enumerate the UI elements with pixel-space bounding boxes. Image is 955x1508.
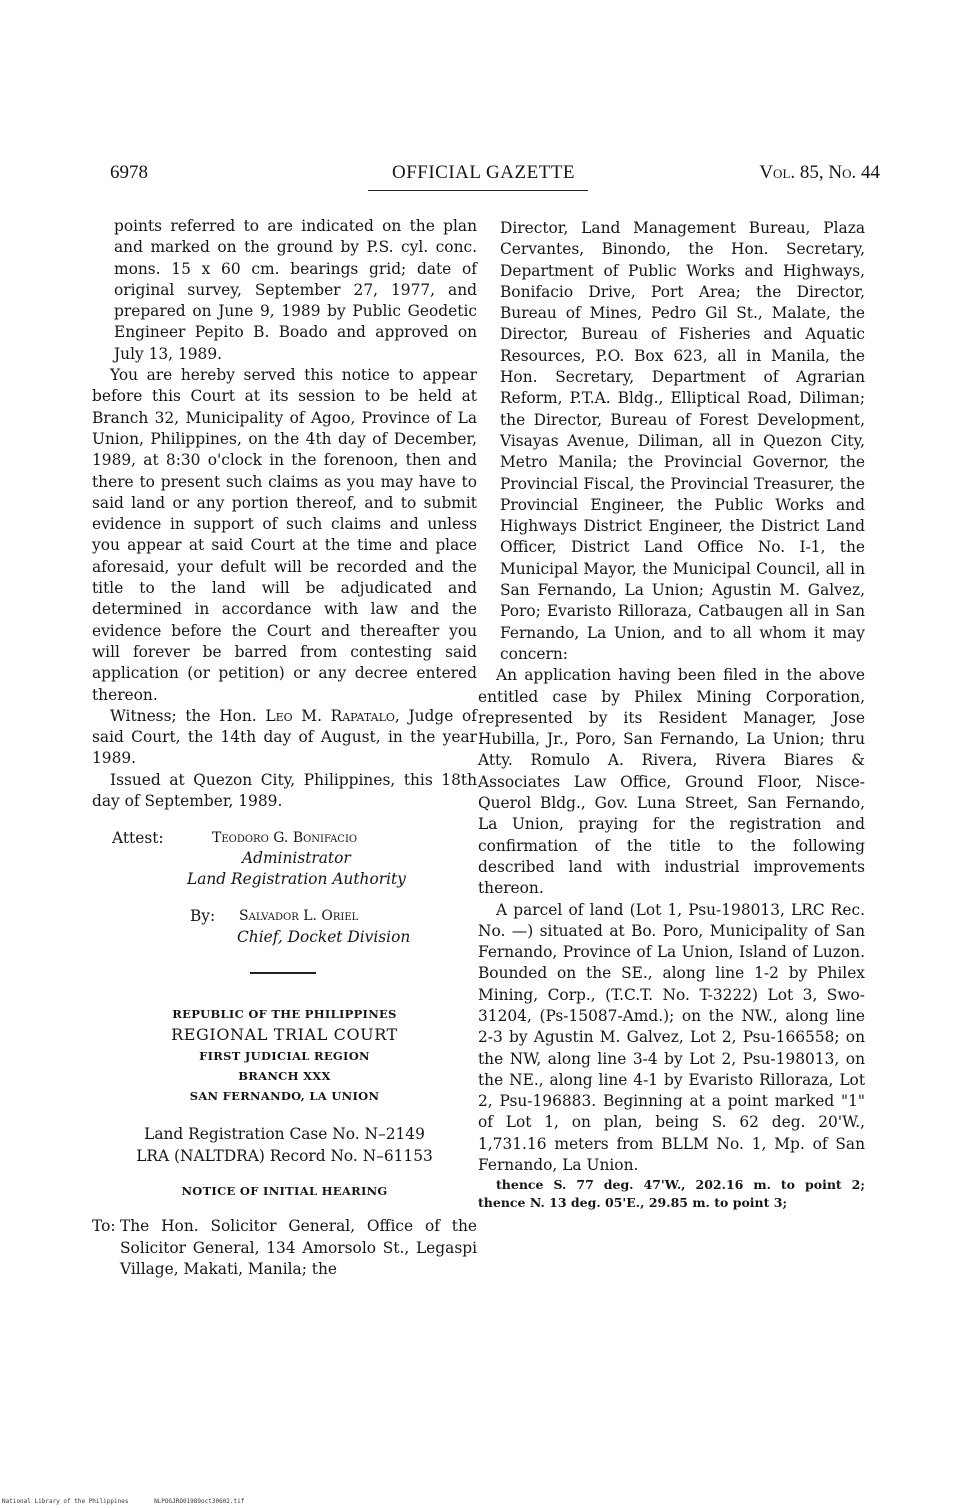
by-label: By: (190, 907, 216, 926)
by-block (92, 906, 477, 954)
attest-title: Administrator (242, 849, 351, 868)
witness-suffix: , Judge of said Court, the 14th day of August, in the year 1989. (92, 706, 477, 768)
section-divider (250, 972, 316, 974)
parcel-paragraph: A parcel of land (Lot 1, Psu-198013, LRC Rec. No. —) situated at Bo. Poro, Municipality of San Fernando, Province of La Union, Island of Luzon. Bounded on the SE., along line 1-2 by Philex Mining, Corp., (T.C.T. No. T-3222) Lot 3, Swo-31204, (Ps-15087-Amd.); on the NW., along line 2-3 by Agustin M. Galvez, Lot 2, Psu-166558; on the NW, along line 3-4 by Lot 2, Psu-198013, on the NE., along line 4-1 by Evaristo Rilloraza, Lot 2, Psu-196883. Beginning at a point marked "1" of Lot 1, on plan, being S. 62 deg. 20'W., 1,731.16 meters from BLLM No. 1, Mp. of San Fernando, La Union. (478, 900, 865, 1175)
attest-block (92, 828, 477, 894)
survey-paragraph: points referred to are indicated on the plan and marked on the ground by P.S. cyl. conc. mons. 15 x 60 cm. bearings grid; date of original survey, September 27, 1977, and prepared on June 9, 1989 by Public Geodetic Engineer Pepito B. Boado and approved on July 13, 1989. (114, 217, 477, 363)
judge-name: Leo M. Rapatalo (265, 706, 395, 725)
branch-heading: BRANCH XXX (238, 1069, 331, 1084)
to-label: To: (92, 1217, 116, 1236)
page-header (110, 162, 880, 192)
attest-name: Teodoro G. Bonifacio (212, 830, 358, 847)
notice-title: NOTICE OF INITIAL HEARING (181, 1183, 388, 1198)
header-rule (368, 190, 588, 191)
scan-footer (2, 1498, 266, 1505)
to-text: The Hon. Solicitor General, Office of the Solicitor General, 134 Amorsolo St., Legaspi Village, Makati, Manila; the (120, 1217, 477, 1278)
notice-paragraph: You are hereby served this notice to appear before this Court at its session to be held at Branch 32, Municipality of Agoo, Province of La Union, Philippines, on the 4th day of December, 1989, at 8:30 o'clock in the forenoon, then and there to present such claims as you may have to said land or any portion thereof, and to submit evidence in support of such claims and unless you appear at said Court at the time and place aforesaid, your defult will be recorded and the title to the land will be adjudicated and determined in accordance with law and the evidence before the Court and thereafter you will forever be barred from contesting said application (or petition) or any decree entered thereon. (92, 366, 477, 704)
by-name: Salvador L. Oriel (239, 908, 359, 925)
file-name: NLPOGJRO01989oct30602.tif (154, 1498, 245, 1505)
to-paragraph (92, 1216, 477, 1280)
volume-number: Vol. 85, No. 44 (759, 162, 880, 183)
witness-prefix: Witness; the Hon. (110, 706, 257, 725)
library-name: National Library of the Philippines (2, 1498, 129, 1505)
page-number: 6978 (110, 162, 148, 183)
case-number: Land Registration Case No. N–2149 (144, 1125, 425, 1144)
attest-agency: Land Registration Authority (187, 870, 406, 889)
application-paragraph: An application having been filed in the above entitled case by Philex Mining Corporation, represented by its Resident Manager, Jose Hubilla, Jr., Poro, San Fernando, La Union; thru Atty. Romulo A. Rivera, Rivera Biares & Associates Law Office, Ground Floor, Nisce-Querol Bldg., Gov. Luna Street, San Fernando, La Union, praying for the registration and confirmation of the title to the following described land with industrial improvements thereon. (478, 666, 865, 898)
region-heading: FIRST JUDICIAL REGION (199, 1049, 370, 1064)
city-heading: SAN FERNANDO, LA UNION (189, 1089, 380, 1104)
bearings-paragraph: thence S. 77 deg. 47'W., 202.16 m. to point 2; thence N. 13 deg. 05'E., 29.85 m. to point 3; (478, 1177, 865, 1211)
right-column (478, 218, 865, 1212)
by-title: Chief, Docket Division (237, 928, 411, 947)
witness-paragraph (92, 706, 477, 770)
publication-title: OFFICIAL GAZETTE (392, 162, 576, 183)
lra-record: LRA (NALTDRA) Record No. N–61153 (136, 1146, 433, 1165)
republic-heading: REPUBLIC OF THE PHILIPPINES (172, 1007, 397, 1022)
left-column (92, 216, 477, 1280)
court-heading: REGIONAL TRIAL COURT (171, 1025, 398, 1045)
attest-label: Attest: (112, 829, 164, 848)
issued-paragraph: Issued at Quezon City, Philippines, this 18th day of September, 1989. (92, 770, 477, 811)
addressees-paragraph: Director, Land Management Bureau, Plaza Cervantes, Binondo, the Hon. Secretary, Department of Public Works and Highways, Bonifacio Drive, Port Area; the Director, Bureau of Mines, Pedro Gil St., Malate, the Director, Bureau of Fisheries and Aquatic Resources, P.O. Box 623, all in Manila, the Hon. Secretary, Department of Agrarian Reform, P.T.A. Bldg., Elliptical Road, Diliman; the Director, Bureau of Forest Development, Visayas Avenue, Diliman, all in Quezon City, Metro Manila; the Provincial Governor, the Provincial Fiscal, the Provincial Treasurer, the Provincial Engineer, the Public Works and Highways District Engineer, the District Land Officer, District Land Office No. I-1, the Municipal Mayor, the Municipal Council, all in San Fernando, La Union; Agustin M. Galvez, Poro; Evaristo Rilloraza, Catbaugen all in San Fernando, La Union, and to all whom it may concern: (500, 219, 865, 663)
